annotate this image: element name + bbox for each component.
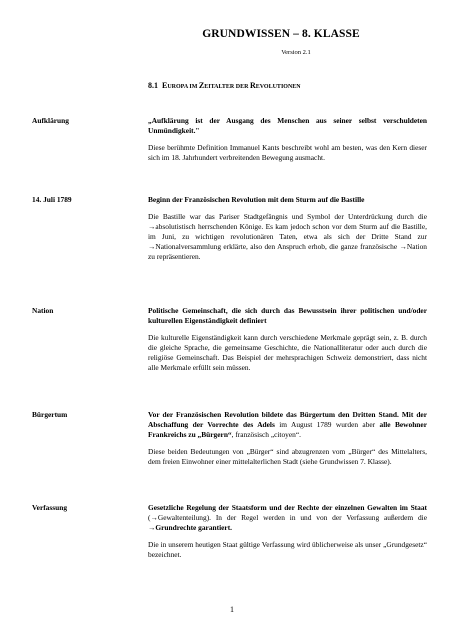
term-aufklaerung: Aufklärung [32,116,69,125]
term-verfassung: Verfassung [32,503,68,512]
section-title-initial-r: R [249,81,256,90]
document-version: Version 2.1 [281,49,311,56]
page-number: 1 [230,605,234,614]
definition-body: Die Bastille war das Pariser Stadtgefängnis und Symbol der Unterdrückung durch die →absolutistisch herrschenden Könige. Es kam jedoch schon vor dem Sturm auf die Bastille, im Juni, zu wichtigen revolutionären Taten, etwa als sich der Dritte Stand zur →Nationalversammlung erklärte, also den Anspruch erhob, die ganze französische →Nation zu repräsentieren. [148,212,427,261]
definition-body: Die kulturelle Eigenständigkeit kann durch verschiedene Merkmale geprägt sein, z. B. durch die gleiche Sprache, die gemeinsame Geschichte, die Nationalliteratur oder auch durch die religiöse Gemeinschaft. Das Beispiel der mehrsprachigen Schweiz demonstriert, dass nicht alle Merkmale erfüllt sein müssen. [148,333,427,372]
section-heading [148,81,301,90]
section-title-part-1: UROPA IM [167,84,199,90]
term-buergertum: Bürgertum [32,410,68,419]
lead-bold-1: Gesetzliche Regelung der Staatsform und der Rechte der einzelnen Gewalten im Staat [148,503,427,512]
definition-body: Diese berühmte Definition Immanuel Kants beschreibt wohl am besten, was den Kern dieser sich im 18. Jahrhundert verbreitenden Bewegung ausmacht. [148,143,427,162]
lead-bold-2: alle Bewohner Frankreichs zu „Bürgern“ [148,420,427,439]
term-nation: Nation [32,306,54,315]
definition-lead: „Aufklärung ist der Ausgang des Menschen aus seiner selbst verschuldeten Unmündigkeit." [148,116,427,135]
definition-verfassung [148,503,427,560]
definition-aufklaerung [148,116,427,163]
definition-lead [148,410,427,440]
definition-nation [148,306,427,373]
definition-lead [148,503,427,533]
section-title-part-2: EITALTER DER [204,84,250,90]
definition-body: Diese beiden Bedeutungen von „Bürger“ sind abzugrenzen vom „Bürger“ des Mittelalters, dem freien Einwohner einer mittelalterlichen Stadt (siehe Grundwissen 7. Klasse). [148,447,427,466]
lead-plain-2: , französisch „citoyen“. [231,430,301,439]
section-title-initial-z: Z [198,81,205,90]
section-title-part-3: EVOLUTIONEN [255,84,301,90]
definition-lead: Politische Gemeinschaft, die sich durch das Bewusstsein ihrer politischen und/oder kulturellen Eigenständigkeit definiert [148,306,427,325]
lead-bold-2: →Grundrechte garantiert. [148,523,233,532]
definition-lead: Beginn der Französischen Revolution mit dem Sturm auf die Bastille [148,195,365,204]
definition-body: Die in unserem heutigen Staat gültige Verfassung wird üblicherweise als unser „Grundgesetz“ bezeichnet. [148,540,427,559]
section-number: 8.1 [148,81,158,90]
lead-plain-1: (→Gewaltenteilung). In der Regel werden in und von der Verfassung außerdem die [148,513,427,522]
document-title: GRUNDWISSEN – 8. KLASSE [202,28,360,40]
lead-bold-1: Vor der Französischen Revolution bildete das Bürgertum den Dritten Stand. Mit der Abschaffung der Vorrechte des Adels [148,410,427,429]
definition-14-juli-1789 [148,195,427,262]
definition-buergertum [148,410,427,467]
term-14-juli-1789: 14. Juli 1789 [32,195,72,204]
section-title-initial-e: E [162,81,168,90]
lead-plain-1: im August 1789 wurden aber [274,420,380,429]
